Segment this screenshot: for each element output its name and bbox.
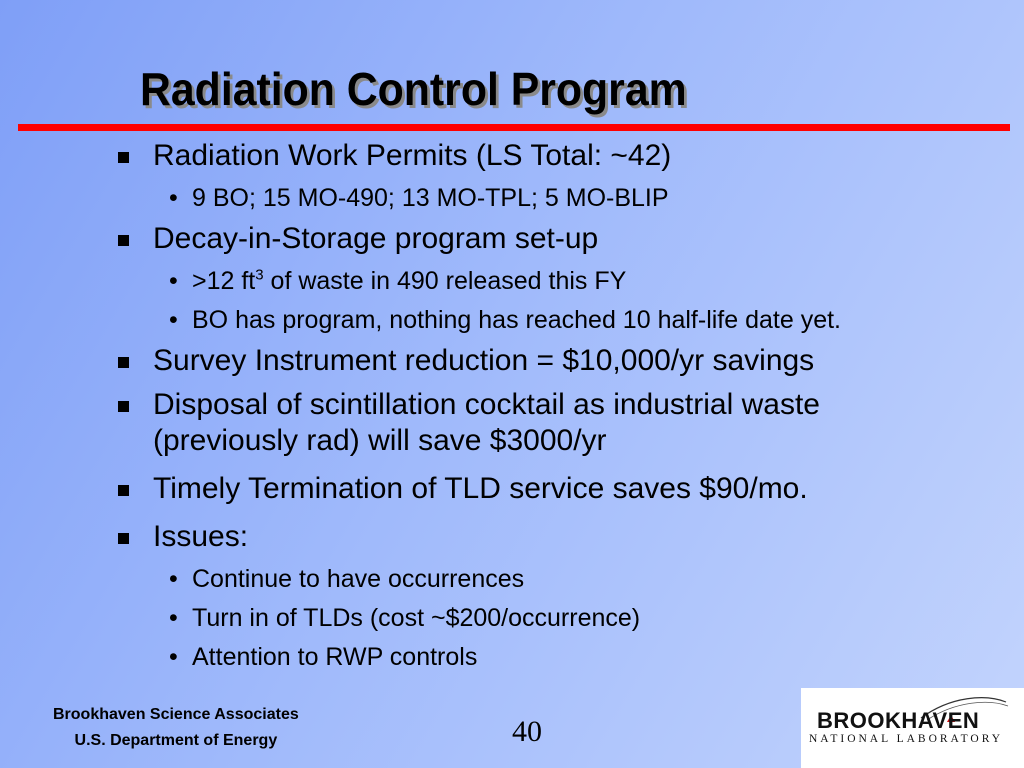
round-bullet-icon: • [169,643,178,671]
sub-bullet-item [112,266,992,296]
square-bullet-icon [118,485,129,496]
bullet-text: Issues: [153,520,249,553]
sub-bullet-text: >12 ft [192,267,256,295]
bullet-text: Radiation Work Permits (LS Total: ~42) [153,139,672,172]
sub-bullet-text: 9 BO; 15 MO-490; 13 MO-TPL; 5 MO-BLIP [192,184,669,212]
bullet-item [112,138,992,174]
round-bullet-icon: • [169,267,178,295]
sub-bullet-text: of waste in 490 released this FY [263,267,627,295]
bullet-text: Survey Instrument reduction = $10,000/yr savings [153,344,815,377]
sub-bullet-item [112,183,992,213]
sub-bullet-text: Attention to RWP controls [192,643,478,671]
bullet-item [112,471,992,507]
round-bullet-icon: • [169,306,178,334]
bullet-item [112,519,992,555]
bullet-text: Timely Termination of TLD service saves $90/mo. [153,472,808,505]
square-bullet-icon [118,533,129,544]
bullet-item [112,387,992,459]
bullet-text: Disposal of scintillation cocktail as industrial waste [153,388,820,421]
bullet-item [112,221,992,257]
sub-bullet-item [112,642,992,672]
square-bullet-icon [118,152,129,163]
round-bullet-icon: • [169,565,178,593]
round-bullet-icon: • [169,184,178,212]
footer-organization [53,702,299,754]
bullet-text-continued: (previously rad) will save $3000/yr [153,424,607,457]
square-bullet-icon [118,401,129,412]
sub-bullet-item [112,305,992,335]
footer-org-line: Brookhaven Science Associates [53,706,299,723]
logo-wordmark: BROOKHAVEN [817,708,980,733]
bullet-text: Decay-in-Storage program set-up [153,222,599,255]
footer-org-line: U.S. Department of Energy [74,732,278,749]
slide-title: Radiation Control Program [140,63,687,115]
brookhaven-logo [801,688,1024,768]
logo-subtitle: NATIONAL LABORATORY [809,733,1004,745]
title-divider [18,124,1010,131]
square-bullet-icon [118,357,129,368]
square-bullet-icon [118,235,129,246]
bullet-list [112,138,992,672]
page-number: 40 [512,715,542,748]
sub-bullet-item [112,564,992,594]
sub-bullet-text: Turn in of TLDs (cost ~$200/occurrence) [192,604,641,632]
superscript-text: 3 [255,266,264,284]
sub-bullet-text: Continue to have occurrences [192,565,525,593]
sub-bullet-item [112,603,992,633]
bullet-item [112,343,992,379]
sub-bullet-text: BO has program, nothing has reached 10 half-life date yet. [192,306,841,334]
round-bullet-icon: • [169,604,178,632]
